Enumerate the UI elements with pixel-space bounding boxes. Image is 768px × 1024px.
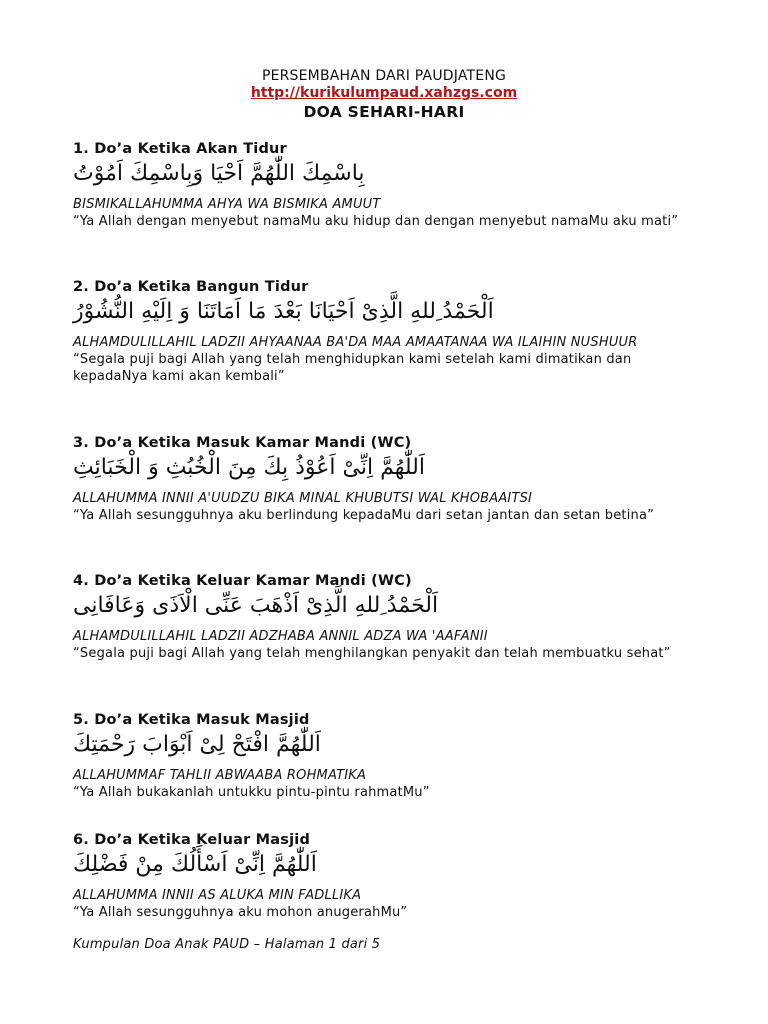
page-title: DOA SEHARI-HARI: [303, 103, 465, 121]
prayer-section: [73, 140, 703, 230]
transliteration: ALLAHUMMA INNII A'UUDZU BIKA MINAL KHUBUTSI WAL KHOBAAITSI: [73, 491, 533, 506]
arabic-text: بِاسْمِكَ اللّٰهُمَّ اَحْيَا وَبِاسْمِكَ اَمُوْتُ: [73, 161, 365, 186]
page-footer: Kumpulan Doa Anak PAUD – Halaman 1 dari 5: [73, 937, 381, 952]
transliteration: ALLAHUMMAF TAHLII ABWAABA ROHMATIKA: [73, 768, 367, 783]
transliteration: BISMIKALLAHUMMA AHYA WA BISMIKA AMUUT: [73, 197, 381, 212]
prayer-title: 3. Do’a Ketika Masuk Kamar Mandi (WC): [73, 435, 412, 451]
translation: “Ya Allah sesungguhnya aku berlindung kepadaMu dari setan jantan dan setan betina”: [73, 508, 655, 523]
translation: “Segala puji bagi Allah yang telah menghidupkan kami setelah kami dimatikan dan kepadaNya kami akan kembali”: [73, 352, 632, 384]
transliteration: ALHAMDULILLAHIL LADZII AHYAANAA BA'DA MAA AMAATANAA WA ILAIHIN NUSHUUR: [73, 335, 638, 350]
organization-name: PERSEMBAHAN DARI PAUDJATENG: [261, 68, 507, 84]
prayer-section: [73, 831, 703, 921]
transliteration: ALLAHUMMA INNII AS ALUKA MIN FADLLIKA: [73, 888, 362, 903]
page-header: [0, 68, 768, 122]
prayer-section: [73, 711, 703, 801]
prayer-title: 4. Do’a Ketika Keluar Kamar Mandi (WC): [73, 573, 412, 589]
prayer-title: 6. Do’a Ketika Keluar Masjid: [73, 832, 311, 848]
arabic-text: اَللّٰهُمَّ اِنِّىْ اَسْأَلُكَ مِنْ فَضْلِكَ: [73, 852, 317, 877]
translation: “Ya Allah sesungguhnya aku mohon anugerahMu”: [73, 905, 408, 920]
arabic-text: اَلْحَمْدُ ِللهِ الَّذِىْ اَحْيَانَا بَعْدَ مَا اَمَاتَنَا وَ اِلَيْهِ النُّشُوْرُ: [73, 299, 494, 324]
prayer-section: [73, 278, 703, 385]
prayer-section: [73, 572, 703, 662]
translation: “Ya Allah bukakanlah untukku pintu-pintu rahmatMu”: [73, 785, 430, 800]
transliteration: ALHAMDULILLAHIL LADZII ADZHABA ANNIL ADZA WA 'AAFANII: [73, 629, 488, 644]
arabic-text: اَلْحَمْدُ ِللهِ الَّذِىْ اَذْهَبَ عَنِّى الْاَذَى وَعَافَانِى: [73, 593, 439, 618]
arabic-text: اَللّٰهُمَّ افْتَحْ لِىْ اَبْوَابَ رَحْمَتِكَ: [73, 732, 321, 757]
arabic-text: اَللّٰهُمَّ اِنِّىْ اَعُوْذُ بِكَ مِنَ الْخُبُثِ وَ الْخَبَائِثِ: [73, 455, 425, 480]
translation: “Segala puji bagi Allah yang telah menghilangkan penyakit dan telah membuatku sehat”: [73, 646, 671, 661]
prayer-section: [73, 434, 703, 524]
prayer-title: 5. Do’a Ketika Masuk Masjid: [73, 712, 310, 728]
translation: “Ya Allah dengan menyebut namaMu aku hidup dan dengan menyebut namaMu aku mati”: [73, 214, 679, 229]
website-link[interactable]: http://kurikulumpaud.xahzgs.com: [250, 85, 518, 101]
prayer-title: 2. Do’a Ketika Bangun Tidur: [73, 279, 309, 295]
prayer-title: 1. Do’a Ketika Akan Tidur: [73, 141, 287, 157]
